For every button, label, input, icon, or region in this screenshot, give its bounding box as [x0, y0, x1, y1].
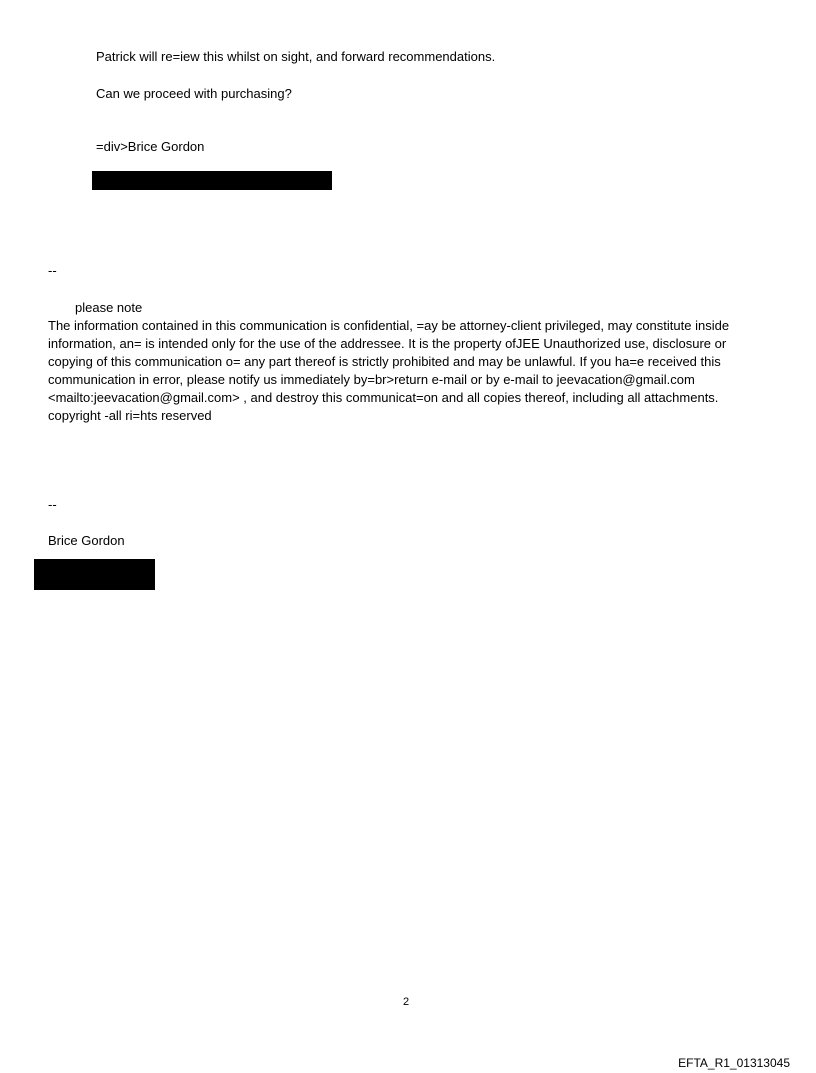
notice-line: The information contained in this communication is confidential, =ay be attorney-client privileged, may constitute inside [48, 318, 730, 333]
notice-line: communication in error, please notify us immediately by=br>return e-mail or by e-mail to jeevacation@gmail.com [48, 372, 695, 387]
email-line-question: Can we proceed with purchasing? [96, 86, 292, 101]
notice-heading: please note [75, 300, 143, 315]
confidentiality-notice [48, 317, 788, 425]
page-number: 2 [403, 996, 410, 1008]
notice-line: copying of this communication o= any part thereof is strictly prohibited and may be unlawful. If you ha=e received this [48, 354, 721, 369]
notice-line: information, an= is intended only for the use of the addressee. It is the property ofJEE Unauthorized use, disclosure or [48, 336, 727, 351]
signature-name-2: Brice Gordon [48, 533, 125, 548]
bates-number: EFTA_R1_01313045 [678, 1056, 790, 1070]
signature-name-1: =div>Brice Gordon [96, 139, 205, 154]
notice-line: copyright -all ri=hts reserved [48, 408, 212, 423]
redaction-bar-2 [34, 559, 155, 590]
email-line-review: Patrick will re=iew this whilst on sight, and forward recommendations. [96, 49, 496, 64]
separator-2: -- [48, 497, 57, 512]
separator-1: -- [48, 263, 57, 278]
redaction-bar-1 [92, 171, 332, 190]
notice-line: <mailto:jeevacation@gmail.com> , and destroy this communicat=on and all copies thereof, including all attachments. [48, 390, 719, 405]
